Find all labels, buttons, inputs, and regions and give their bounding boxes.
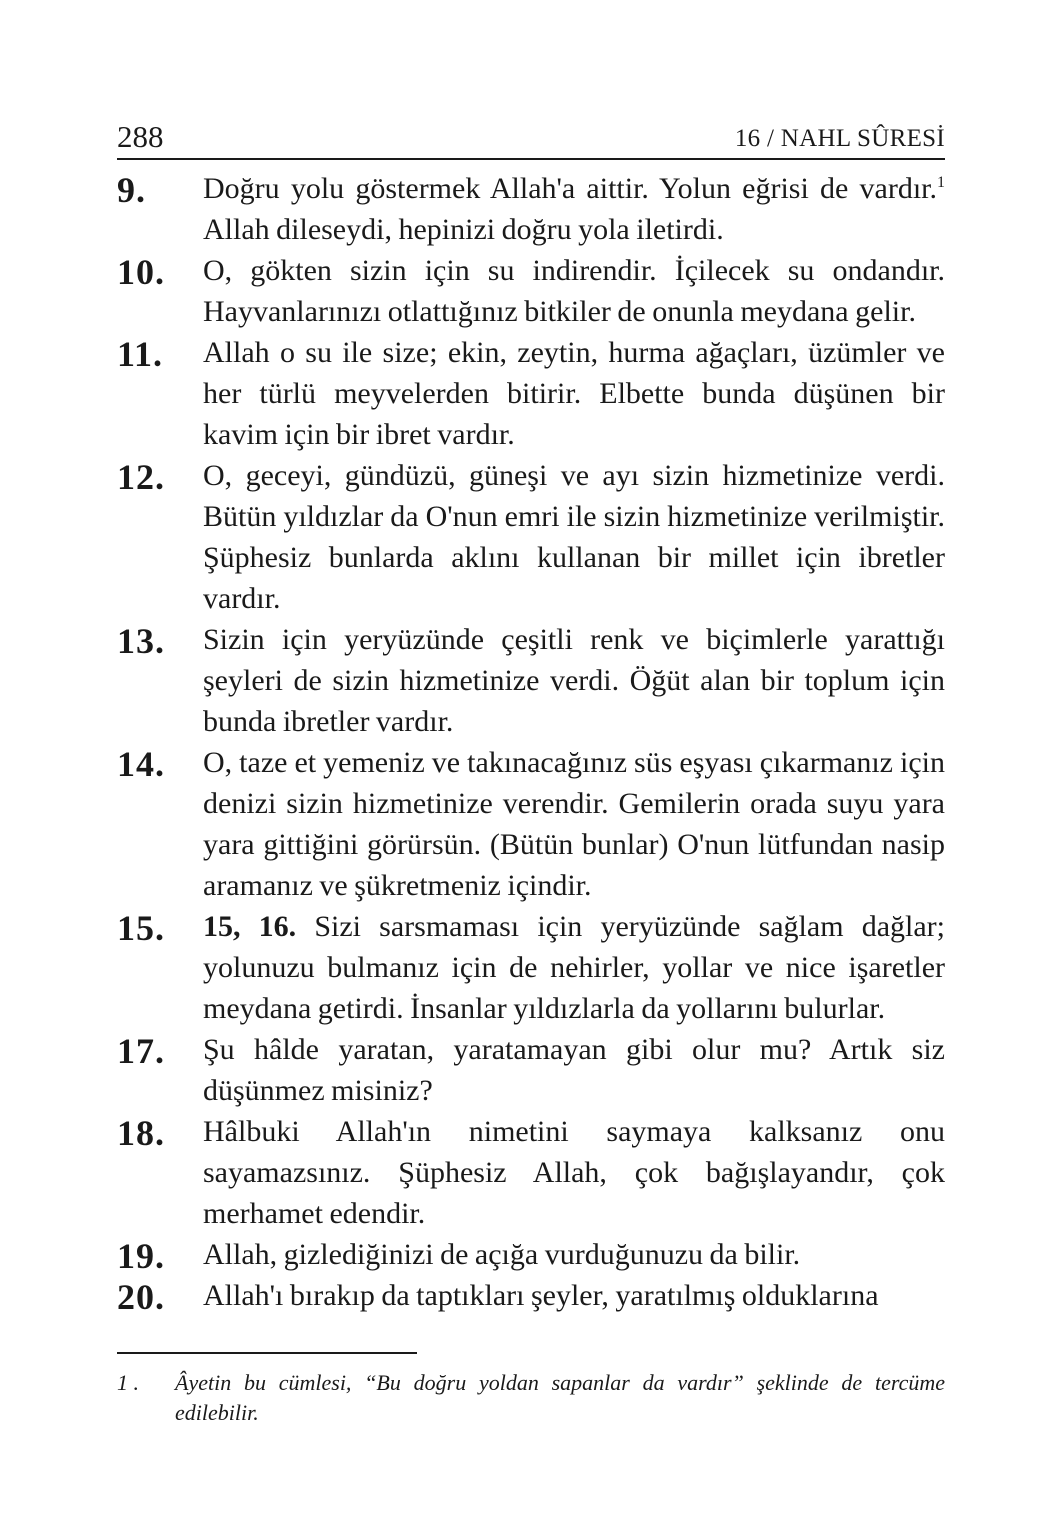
- verse: [117, 332, 945, 455]
- verse: [117, 1234, 945, 1275]
- verse-list: [117, 168, 945, 1316]
- verse-text: O, geceyi, gündüzü, güneşi ve ayı sizin hizmetinize verdi. Bütün yıldızlar da O'nun emri ile sizin hizmetinize verilmiştir. Şüphesiz bunlarda aklını kullanan bir millet için ibretler vardır.: [203, 459, 945, 615]
- verse-number: 10.: [117, 252, 165, 292]
- verse-number: 11.: [117, 334, 164, 374]
- verse: [117, 742, 945, 906]
- verse-text: Şu hâlde yaratan, yaratamayan gibi olur mu? Artık siz düşünmez misiniz?: [203, 1033, 945, 1107]
- verse: [117, 168, 945, 250]
- verse: [117, 1275, 945, 1316]
- verse-range-prefix: 15, 16.: [203, 910, 315, 943]
- page-header: [117, 118, 945, 160]
- footnote-mark: 1 .: [117, 1370, 139, 1395]
- verse-text: [203, 168, 945, 250]
- verse: [117, 1111, 945, 1234]
- verse: [117, 250, 945, 332]
- verse-number: 15.: [117, 908, 165, 948]
- page-number: 288: [117, 119, 164, 154]
- footnote-reference[interactable]: 1: [937, 174, 945, 191]
- verse-text: Hâlbuki Allah'ın nimetini saymaya kalksanız onu sayamazsınız. Şüphesiz Allah, çok bağışlayandır, çok merhamet edendir.: [203, 1115, 945, 1230]
- footnote: [117, 1368, 945, 1428]
- verse-text-main: Doğru yolu göstermek Allah'a aittir. Yolun eğrisi de vardır.: [203, 172, 937, 205]
- verse: [117, 619, 945, 742]
- verse: [117, 455, 945, 619]
- footnote-text: Âyetin bu cümlesi, “Bu doğru yoldan sapanlar da vardır” şeklinde de tercüme edilebilir.: [175, 1370, 945, 1425]
- verse-number: 18.: [117, 1113, 165, 1153]
- verse-text: Allah, gizlediğinizi de açığa vurduğunuzu da bilir.: [203, 1238, 801, 1271]
- verse-text-continued: Allah dileseydi, hepinizi doğru yola iletirdi.: [203, 213, 724, 246]
- verse-number: 17.: [117, 1031, 165, 1071]
- verse-text: Allah o su ile size; ekin, zeytin, hurma ağaçları, üzümler ve her türlü meyvelerden bitirir. Elbette bunda düşünen bir kavim için bir ibret vardır.: [203, 336, 945, 451]
- verse: [117, 1029, 945, 1111]
- running-head: 16 / NAHL SÛRESİ: [734, 125, 945, 152]
- verse-number: 19.: [117, 1236, 165, 1276]
- verse: [117, 906, 945, 1029]
- verse-number: 14.: [117, 744, 165, 784]
- verse-number: 20.: [117, 1277, 165, 1317]
- verse-text: Sizin için yeryüzünde çeşitli renk ve biçimlerle yarattığı şeyleri de sizin hizmetinize verdi. Öğüt alan bir toplum için bunda ibretler vardır.: [203, 623, 945, 738]
- footnote-divider: [117, 1352, 417, 1354]
- book-page: [117, 0, 945, 1536]
- verse-text-main: Sizi sarsmaması için yeryüzünde sağlam dağlar; yolunuzu bulmanız için de nehirler, yollar ve nice işaretler meydana getirdi. İnsanlar yıldızlarla da yollarını bulurlar.: [203, 910, 946, 1025]
- verse-number: 13.: [117, 621, 165, 661]
- verse-text: O, taze et yemeniz ve takınacağınız süs eşyası çıkarmanız için denizi sizin hizmetinize verendir. Gemilerin orada suyu yara yara gittiğini görürsün. (Bütün bunlar) O'nun lütfundan nasip aramanız ve şükretmeniz içindir.: [203, 746, 945, 902]
- verse-number: 9.: [117, 170, 146, 210]
- verse-number: 12.: [117, 457, 165, 497]
- verse-text: Allah'ı bırakıp da taptıkları şeyler, yaratılmış olduklarına: [203, 1279, 879, 1312]
- verse-text: O, gökten sizin için su indirendir. İçilecek su ondandır. Hayvanlarınızı otlattığınız bitkiler de onunla meydana gelir.: [203, 254, 945, 328]
- verse-text: [203, 906, 945, 1029]
